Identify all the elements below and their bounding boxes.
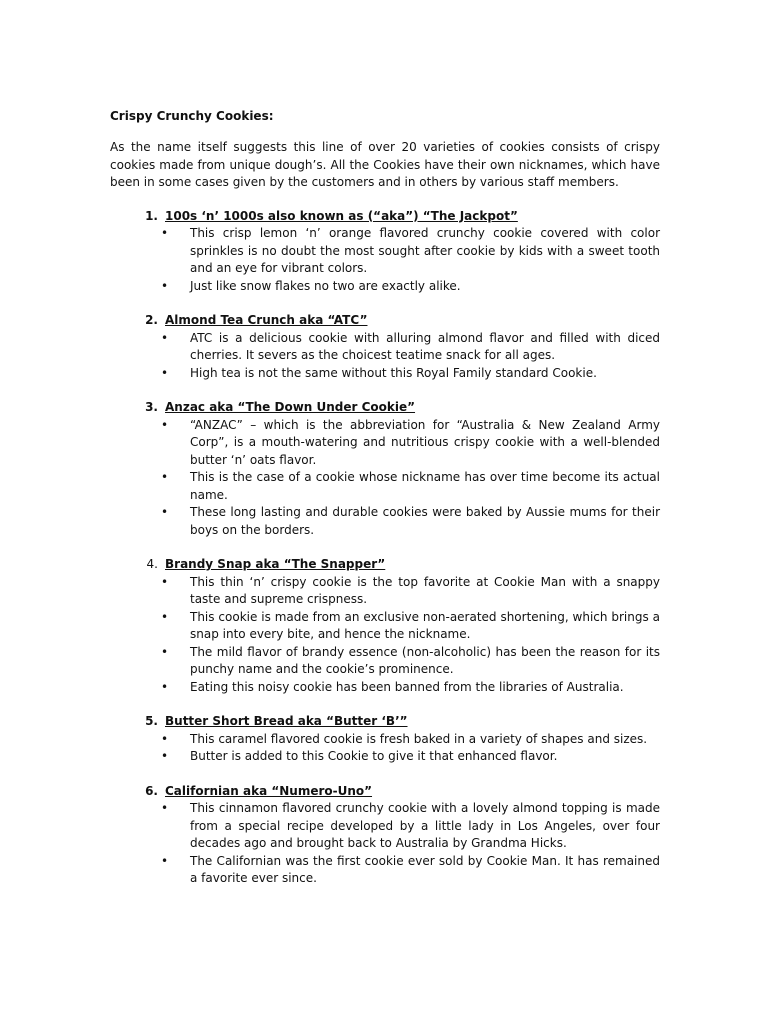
bullet-list [110, 574, 660, 697]
bullet-list [110, 731, 660, 766]
item-title: Almond Tea Crunch aka “ATC” [165, 313, 368, 327]
bullet-list [110, 225, 660, 295]
bullet-dot-icon: • [161, 853, 169, 868]
bullet-item [110, 644, 660, 679]
bullet-dot-icon: • [161, 609, 169, 624]
bullet-item [110, 609, 660, 644]
item-heading [110, 312, 660, 330]
bullet-dot-icon: • [161, 330, 169, 345]
bullet-text: “ANZAC” – which is the abbreviation for “Australia & New Zealand Army Corp”, is a mouth-watering and nutritious crispy cookie with a well-blended butter ‘n’ oats flavor. [190, 417, 660, 467]
bullet-text: This caramel flavored cookie is fresh baked in a variety of shapes and sizes. [190, 731, 648, 746]
bullet-dot-icon: • [161, 417, 169, 432]
item-number: 2. [145, 313, 158, 327]
item-number: 3. [145, 400, 158, 414]
bullet-item [110, 417, 660, 470]
item-heading [110, 713, 660, 731]
item-heading [110, 783, 660, 801]
bullet-dot-icon: • [161, 278, 169, 293]
item-number: 5. [145, 714, 158, 728]
list-item [110, 208, 660, 296]
bullet-text: This crisp lemon ‘n’ orange flavored crunchy cookie covered with color sprinkles is no doubt the most sought after cookie by kids with a sweet tooth and an eye for vibrant colors. [190, 226, 660, 275]
bullet-text: This cinnamon flavored crunchy cookie with a lovely almond topping is made from a special recipe developed by a little lady in Los Angeles, over four decades ago and brought back to Australia by Grandma Hicks. [190, 801, 660, 850]
item-title: Brandy Snap aka “The Snapper” [165, 557, 386, 571]
bullet-dot-icon: • [161, 749, 169, 763]
document-title: Crispy Crunchy Cookies: [110, 109, 274, 123]
item-number: 1. [145, 208, 158, 223]
bullet-item [110, 278, 660, 296]
bullet-text: Just like snow flakes no two are exactly alike. [190, 278, 461, 293]
list-item [110, 312, 660, 382]
bullet-item [110, 574, 660, 609]
bullet-dot-icon: • [161, 470, 169, 484]
bullet-item [110, 225, 660, 278]
bullet-text: This thin ‘n’ crispy cookie is the top favorite at Cookie Man with a snappy taste and supreme crispness. [190, 574, 660, 606]
document-page [110, 108, 660, 905]
bullet-list [110, 800, 660, 888]
bullet-item [110, 731, 660, 749]
cookie-list [110, 208, 660, 888]
item-number: 4. [146, 557, 158, 571]
bullet-text: The mild flavor of brandy essence (non-alcoholic) has been the reason for its punchy name and the cookie’s prominence. [190, 644, 660, 676]
bullet-item [110, 365, 660, 383]
item-number: 6. [145, 783, 158, 798]
bullet-text: ATC is a delicious cookie with alluring almond flavor and filled with diced cherries. It severs as the choicest teatime snack for all ages. [190, 330, 660, 362]
bullet-dot-icon: • [161, 731, 169, 746]
bullet-dot-icon: • [161, 644, 169, 659]
bullet-dot-icon: • [161, 801, 169, 815]
bullet-dot-icon: • [161, 365, 169, 380]
bullet-item [110, 504, 660, 539]
bullet-item [110, 679, 660, 697]
item-heading [110, 399, 660, 417]
list-item [110, 713, 660, 766]
item-heading [110, 556, 660, 574]
bullet-list [110, 417, 660, 540]
bullet-text: Eating this noisy cookie has been banned from the libraries of Australia. [190, 679, 624, 694]
bullet-item [110, 748, 660, 766]
bullet-item [110, 330, 660, 365]
item-title: Butter Short Bread aka “Butter ‘B’” [165, 714, 408, 728]
list-item [110, 556, 660, 696]
item-title: 100s ‘n’ 1000s also known as (“aka”) “The Jackpot” [165, 208, 518, 223]
bullet-dot-icon: • [161, 679, 169, 694]
bullet-item [110, 800, 660, 853]
item-heading [110, 208, 660, 226]
bullet-list [110, 330, 660, 383]
bullet-text: The Californian was the first cookie ever sold by Cookie Man. It has remained a favorite ever since. [190, 853, 660, 885]
list-item [110, 783, 660, 888]
bullet-text: High tea is not the same without this Royal Family standard Cookie. [190, 365, 597, 380]
list-item [110, 399, 660, 539]
bullet-dot-icon: • [161, 574, 169, 589]
bullet-text: Butter is added to this Cookie to give it that enhanced flavor. [190, 749, 558, 763]
item-title: Californian aka “Numero-Uno” [165, 783, 373, 798]
bullet-text: This cookie is made from an exclusive non-aerated shortening, which brings a snap into every bite, and hence the nickname. [190, 609, 660, 641]
bullet-dot-icon: • [161, 505, 169, 519]
bullet-dot-icon: • [161, 226, 169, 240]
bullet-text: These long lasting and durable cookies were baked by Aussie mums for their boys on the borders. [190, 505, 660, 537]
item-title: Anzac aka “The Down Under Cookie” [165, 400, 416, 414]
bullet-item [110, 469, 660, 504]
bullet-item [110, 853, 660, 888]
intro-paragraph: As the name itself suggests this line of over 20 varieties of cookies consists of crispy cookies made from unique dough’s. All the Cookies have their own nicknames, which have been in some cases given by the customers and in others by various staff members. [110, 140, 660, 189]
bullet-text: This is the case of a cookie whose nickname has over time become its actual name. [190, 470, 660, 502]
